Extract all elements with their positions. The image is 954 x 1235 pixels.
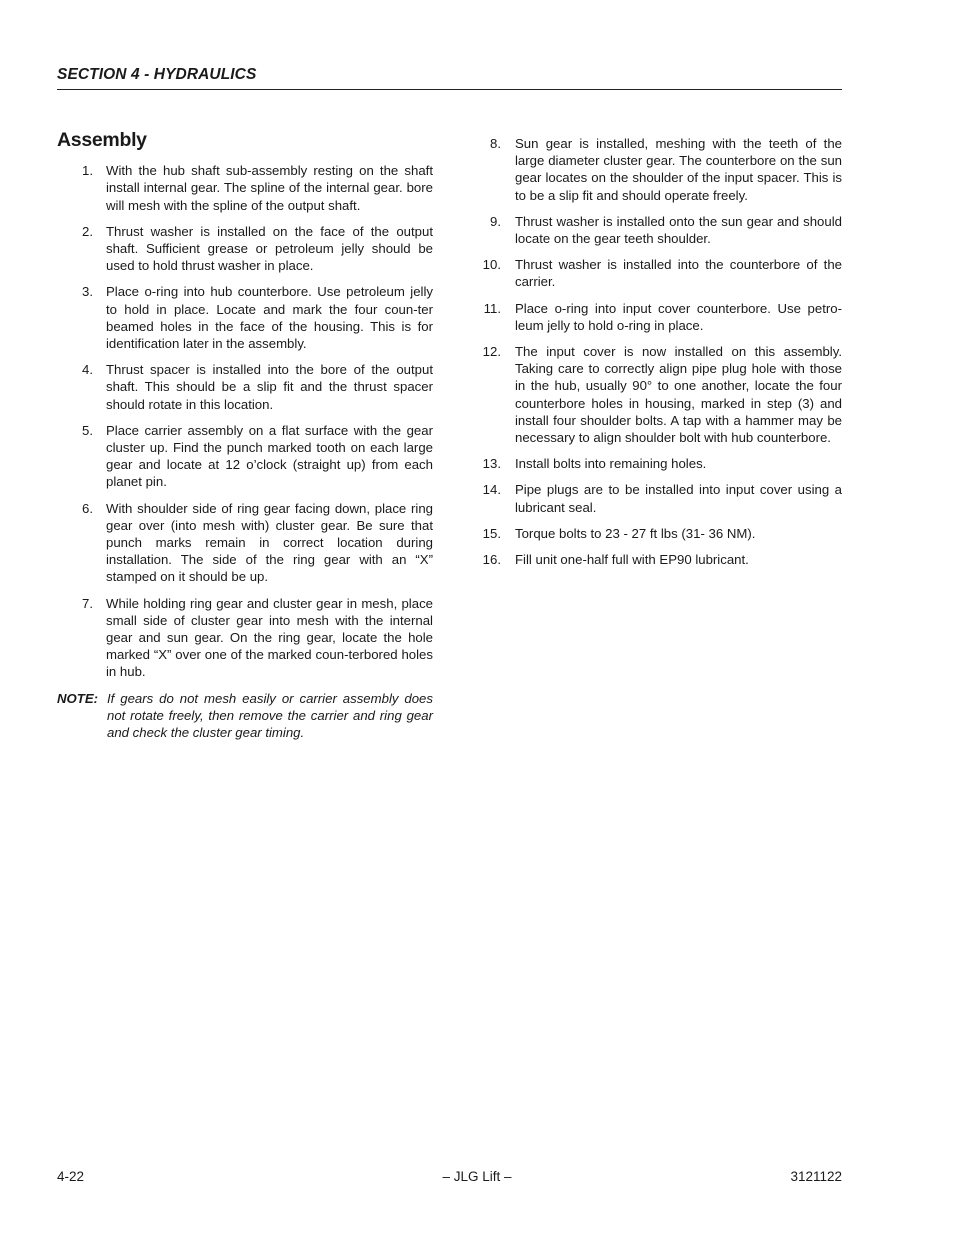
- document-number: 3121122: [790, 1169, 842, 1184]
- page-number: 4-22: [57, 1169, 85, 1184]
- section-heading: Assembly: [57, 129, 147, 151]
- step-number: 9.: [490, 213, 501, 229]
- step-text: Place carrier assembly on a flat surface with the gear cluster up. Find the punch marked tooth on each large gear and locate at 12 o’clock (straight up) from each planet pin.: [106, 422, 433, 490]
- step-text: Pipe plugs are to be installed into input cover using a lubricant seal.: [515, 482, 842, 515]
- step-text: With the hub shaft sub-assembly resting on the shaft install internal gear. The spline of the internal gear. bore will mesh with the spline of the output shaft.: [106, 163, 433, 213]
- right-step-list: [467, 135, 842, 568]
- step-item: [467, 343, 842, 446]
- step-number: 2.: [82, 223, 93, 239]
- step-number: 3.: [82, 284, 93, 300]
- step-item: [467, 213, 842, 247]
- step-text: Place o-ring into hub counterbore. Use petroleum jelly to hold in place. Locate and mark the four coun-ter beamed holes in the face of the housing. This is for identification later in the assembly.: [106, 284, 433, 352]
- step-item: [57, 162, 433, 214]
- step-number: 10.: [482, 257, 501, 273]
- step-text: While holding ring gear and cluster gear in mesh, place small side of cluster gear into mesh with the internal gear and sun gear. On the ring gear, locate the hole marked “X” over one of the marked coun-terbored holes in hub.: [106, 595, 433, 680]
- step-text: Thrust washer is installed into the counterbore of the carrier.: [515, 257, 842, 290]
- note-label: NOTE:: [57, 690, 99, 706]
- step-number: 11.: [483, 300, 501, 316]
- step-item: [467, 481, 842, 515]
- step-number: 1.: [82, 163, 93, 179]
- section-header: SECTION 4 - HYDRAULICS: [57, 66, 257, 83]
- step-item: [57, 361, 433, 413]
- step-number: 6.: [82, 500, 93, 516]
- step-number: 4.: [82, 362, 93, 378]
- step-item: [467, 525, 842, 542]
- step-item: [57, 422, 433, 491]
- left-column: [57, 129, 433, 741]
- step-item: [467, 300, 842, 334]
- step-number: 16.: [482, 552, 501, 568]
- step-text: The input cover is now installed on this assembly. Taking care to correctly align pipe plug hole with those in the hub, usually 90° to one another, locate the four counterbore holes in housing, marked in step (3) and install four shoulder bolts. A tap with a hammer may be necessary to align shoulder bolt with hub counterbore.: [515, 344, 842, 446]
- step-number: 12.: [482, 344, 501, 360]
- step-number: 8.: [490, 136, 501, 151]
- step-text: Thrust washer is installed on the face of the output shaft. Sufficient grease or petroleum jelly should be used to hold thrust washer in place.: [106, 223, 433, 274]
- note-block: [57, 690, 433, 742]
- step-number: 15.: [482, 525, 501, 541]
- step-text: Fill unit one-half full with EP90 lubricant.: [515, 552, 749, 568]
- step-text: Install bolts into remaining holes.: [515, 456, 707, 472]
- step-number: 14.: [482, 482, 501, 498]
- step-number: 5.: [82, 422, 93, 438]
- step-number: 13.: [482, 456, 501, 472]
- step-item: [57, 223, 433, 275]
- step-item: [467, 135, 842, 204]
- step-number: 7.: [82, 595, 93, 611]
- left-step-list: [57, 162, 433, 680]
- step-text: Torque bolts to 23 - 27 ft lbs (31- 36 NM).: [515, 525, 756, 541]
- step-item: [467, 551, 842, 568]
- step-item: [467, 256, 842, 290]
- right-column: [467, 135, 842, 577]
- step-text: Place o-ring into input cover counterbore. Use petro-leum jelly to hold o-ring in place.: [515, 300, 842, 333]
- step-text: Sun gear is installed, meshing with the teeth of the large diameter cluster gear. The counterbore on the sun gear locates on the shoulder of the input spacer. This is to be a slip fit and should operate freely.: [515, 136, 842, 203]
- step-text: Thrust spacer is installed into the bore of the output shaft. This should be a slip fit and the thrust spacer should rotate in this location.: [106, 362, 433, 412]
- step-item: [57, 283, 433, 352]
- step-item: [57, 500, 433, 586]
- step-text: With shoulder side of ring gear facing down, place ring gear over (into mesh with) cluster gear. Be sure that punch marks remain in correct location during installation. The side of the ring gear with an “X” stamped on it should be up.: [106, 500, 433, 585]
- note-text: If gears do not mesh easily or carrier assembly does not rotate freely, then remove the carrier and ring gear and check the cluster gear timing.: [107, 690, 433, 741]
- step-item: [467, 455, 842, 472]
- step-item: [57, 595, 433, 681]
- footer-title: – JLG Lift –: [442, 1169, 512, 1184]
- header-divider: [57, 89, 842, 90]
- step-text: Thrust washer is installed onto the sun gear and should locate on the gear teeth shoulder.: [515, 213, 842, 247]
